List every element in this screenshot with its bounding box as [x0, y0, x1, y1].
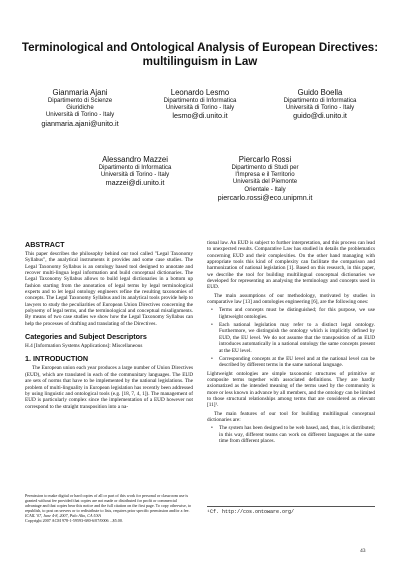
author-name: Leonardo Lesmo: [170, 88, 230, 97]
body-paragraph: tional law. An EUD is subject to further interpretation, and this process can lead to unexpected results. Comparative Law has studied in details the problematics concerning EUD and their complexities. On the other hand managing with appropriate tools this kind of complexity can facilitate the comparison and harmonization of national legislation [1]. Based on this research, in this paper, we describe the tool for building multilingual conceptual dictionaries we developed for representing an analysing the terminology and concepts used in EUD.: [207, 240, 375, 291]
author-block: [260, 88, 380, 120]
author-affiliation: Giuridiche: [66, 104, 94, 112]
author-email: mazzei@di.unito.it: [105, 178, 165, 188]
author-affiliation: Dipartimento di Informatica: [98, 164, 172, 171]
conference-line: ICAIL '07, June 4-8, 2007, Palo Alto, CA USA: [25, 513, 101, 518]
author-name: Alessandro Mazzei: [102, 155, 168, 164]
copyright-line: Copyright 2007 ACM 978-1-59593-680-6/07/0006 ...$5.00.: [25, 518, 123, 523]
abstract-heading: ABSTRACT: [25, 240, 65, 249]
author-block: [140, 88, 260, 120]
footnote: ¹Cf. http://cos.ontoware.org/: [207, 506, 375, 515]
author-affiliation: Dipartimento di Scienze: [47, 97, 113, 104]
author-affiliation: Università di Torino - Italy: [100, 171, 170, 179]
introduction-heading: 1. INTRODUCTION: [25, 354, 89, 364]
body-paragraph: Lightweight ontologies are simple taxonomic structures of primitive or composite terms together with associated definitions. They are hardly axiomatized as the intended meaning of the terms used by the community is more or less known in advance by all members, and the ontology can be limited to those structural relationships among terms that are considered as relevant [11]¹.: [207, 370, 375, 409]
list-item: • Each national legislation may refer to a distinct legal ontology. Furthermore, we distinguish the ontology which is implicitly defined by EUD, the EU level. We do not assume that the transposition of an EUD introduces automatically in a national ontology the same concepts present at the EU level.: [219, 322, 375, 354]
author-email: guido@di.unito.it: [293, 111, 347, 121]
author-affiliation: Orientale - Italy: [244, 185, 286, 193]
author-affiliation: Università di Torino - Italy: [165, 104, 235, 112]
abstract-text: This paper describes the philosophy behind our tool called "Legal Taxonomy Syllabus", the analytical instruments it provides and some case studies. The Legal Taxonomy Syllabus is an ontology based tool designed to annotate and recover multi-lingua legal information and build conceptual dictionaries. The Legal Taxonomy Syllabus allows to build legal dictionaries in a bottom up fashion starting from the annotation of legal terms by legal terminological experts and to let legal ontology engineers refine the resulting taxonomies of concepts. The Legal Taxonomy Syllabus and its analytical tools provide help to lawyers to study the peculiarities of European Union Directives concerning the polysemy of legal terms, and the terminological and conceptual misalignments. By means of two case studies we show how the Legal Taxonomy Syllabus can help the processes of drafting and translating of the Directives.: [25, 251, 193, 327]
list-item: • Corresponding concepts at the EU level and at the national level can be described by different terms in the same national language.: [219, 356, 375, 369]
author-email: lesmo@di.unito.it: [172, 111, 228, 121]
author-block: [75, 155, 195, 187]
author-email: gianmaria.ajani@unito.it: [41, 118, 119, 128]
author-affiliation: Università di Torino - Italy: [45, 111, 115, 119]
categories-text: H.4 [Information Systems Applications]: Miscellaneous: [25, 343, 143, 350]
author-affiliation: Università di Torino - Italy: [285, 104, 355, 112]
introduction-text: The European union each year produces a large number of Union Directives (EUD), which are translated in each of the communitary languages. The EUD are sets of norms that have to be implemented by the national legislations. The problem of multi-linguality in European legislation has recently been addressed by using linguistic and ontological tools (e.g. [18, 7, 4, 1]). The management of EUD is particularly complex since the implementation of a EUD however not correspond to the straight transposition into a na-: [25, 365, 193, 410]
left-column: [25, 240, 193, 412]
author-name: Gianmaria Ajani: [52, 88, 108, 97]
list-item: • Terms and concepts must be distinguished; for this purpose, we use lightweight ontologies.: [219, 307, 375, 320]
author-email: piercarlo.rossi@eco.unipmn.it: [217, 192, 313, 202]
right-column: [207, 240, 375, 446]
list-item: • The system has been designed to be web based, and, thus, it is distributed; in this way, different teams can work on different languages at the same time from different places.: [219, 425, 375, 444]
permission-text: Permission to make digital or hard copies of all or part of this work for personal or classroom use is granted without fee provided that copies are not made or distributed for profit or commercial advantage and that copies bear this notice and the full citation on the first page. To copy otherwise, to republish, to post on servers or to redistribute to lists, requires prior specific permission and/or a fee.: [25, 493, 192, 513]
author-name: Piercarlo Rossi: [238, 155, 292, 164]
page-number: 43: [360, 548, 366, 554]
author-affiliation: Dipartimento di Informatica: [283, 97, 357, 104]
paper-title: Terminological and Ontological Analysis of European Directives: multilinguism in Law: [21, 41, 379, 68]
author-block: [20, 88, 140, 128]
author-affiliation: Dipartimento di Informatica: [163, 97, 237, 104]
author-name: Guido Boella: [297, 88, 343, 97]
author-affiliation: Università del Piemonte: [232, 178, 298, 186]
author-affiliation: l'Impresa e il Territorio: [235, 171, 295, 179]
features-list: [207, 425, 375, 444]
permission-notice: [25, 493, 193, 523]
categories-heading: Categories and Subject Descriptors: [25, 332, 147, 342]
body-paragraph: The main features of our tool for building multilingual conceptual dictionaries are:: [207, 410, 375, 423]
author-block: [205, 155, 325, 202]
body-paragraph: The main assumptions of our methodology, motivated by studies in comparative law [13] and ontologies engineering [6], are the following ones:: [207, 292, 375, 306]
assumptions-list: [207, 307, 375, 368]
author-affiliation: Dipartimento di Studi per: [231, 164, 299, 171]
